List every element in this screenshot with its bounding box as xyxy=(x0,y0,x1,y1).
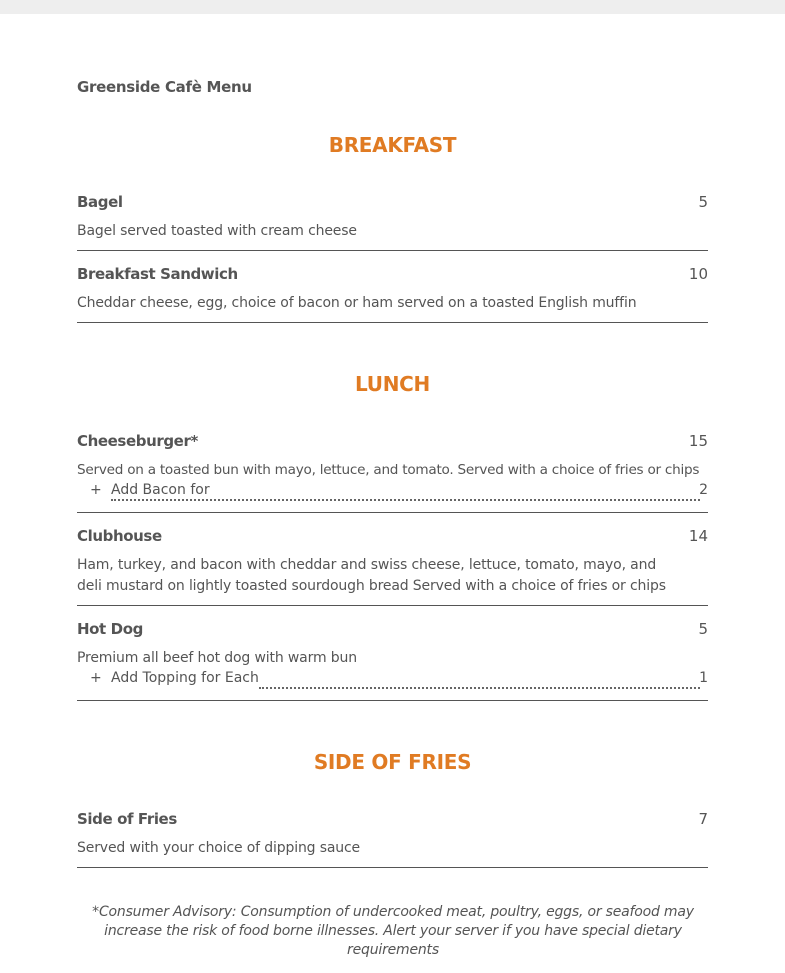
menu-item-cheeseburger xyxy=(77,432,708,513)
item-name: Side of Fries xyxy=(77,810,177,828)
item-name: Clubhouse xyxy=(77,527,162,545)
item-price: 15 xyxy=(688,432,708,450)
menu-item-side-of-fries xyxy=(77,810,708,868)
item-price: 5 xyxy=(698,193,708,211)
item-name: Cheeseburger* xyxy=(77,432,198,450)
dot-leader xyxy=(259,669,700,689)
menu-item-clubhouse xyxy=(77,527,708,606)
section-title-breakfast: BREAKFAST xyxy=(328,133,457,157)
menu-item-breakfast-sandwich xyxy=(77,265,708,323)
item-description: Served with your choice of dipping sauce xyxy=(77,840,361,856)
addon-row xyxy=(77,481,708,503)
item-description: Served on a toasted bun with mayo, lettuce, and tomato. Served with a choice of fries or chips xyxy=(77,462,700,478)
section-title-side-of-fries: SIDE OF FRIES xyxy=(313,750,472,774)
menu-item-bagel xyxy=(77,193,708,251)
addon-label: Add Bacon for xyxy=(111,482,213,498)
consumer-advisory: *Consumer Advisory: Consumption of undercooked meat, poultry, eggs, or seafood may increase the risk of food borne illnesses. Alert your server if you have special dietary requirements xyxy=(92,904,694,958)
addon-price: 2 xyxy=(699,482,708,498)
plus-icon: + xyxy=(90,670,102,686)
item-description: Premium all beef hot dog with warm bun xyxy=(77,650,357,666)
item-name: Bagel xyxy=(77,193,123,211)
plus-icon: + xyxy=(90,482,102,498)
addon-price: 1 xyxy=(699,670,708,686)
top-toolbar xyxy=(0,0,785,14)
item-name: Breakfast Sandwich xyxy=(77,265,238,283)
section-title-lunch: LUNCH xyxy=(355,372,430,396)
item-price: 14 xyxy=(688,527,708,545)
item-price: 5 xyxy=(698,620,708,638)
item-description: Ham, turkey, and bacon with cheddar and swiss cheese, lettuce, tomato, mayo, and deli mustard on lightly toasted sourdough bread Served with a choice of fries or chips xyxy=(77,557,666,594)
item-price: 7 xyxy=(698,810,708,828)
item-description: Bagel served toasted with cream cheese xyxy=(77,223,357,239)
item-description: Cheddar cheese, egg, choice of bacon or ham served on a toasted English muffin xyxy=(77,295,637,311)
item-name: Hot Dog xyxy=(77,620,143,638)
menu-title: Greenside Cafè Menu xyxy=(77,78,252,96)
menu-item-hot-dog xyxy=(77,620,708,701)
addon-label: Add Topping for Each xyxy=(111,670,262,686)
addon-row xyxy=(77,669,708,691)
item-price: 10 xyxy=(688,265,708,283)
